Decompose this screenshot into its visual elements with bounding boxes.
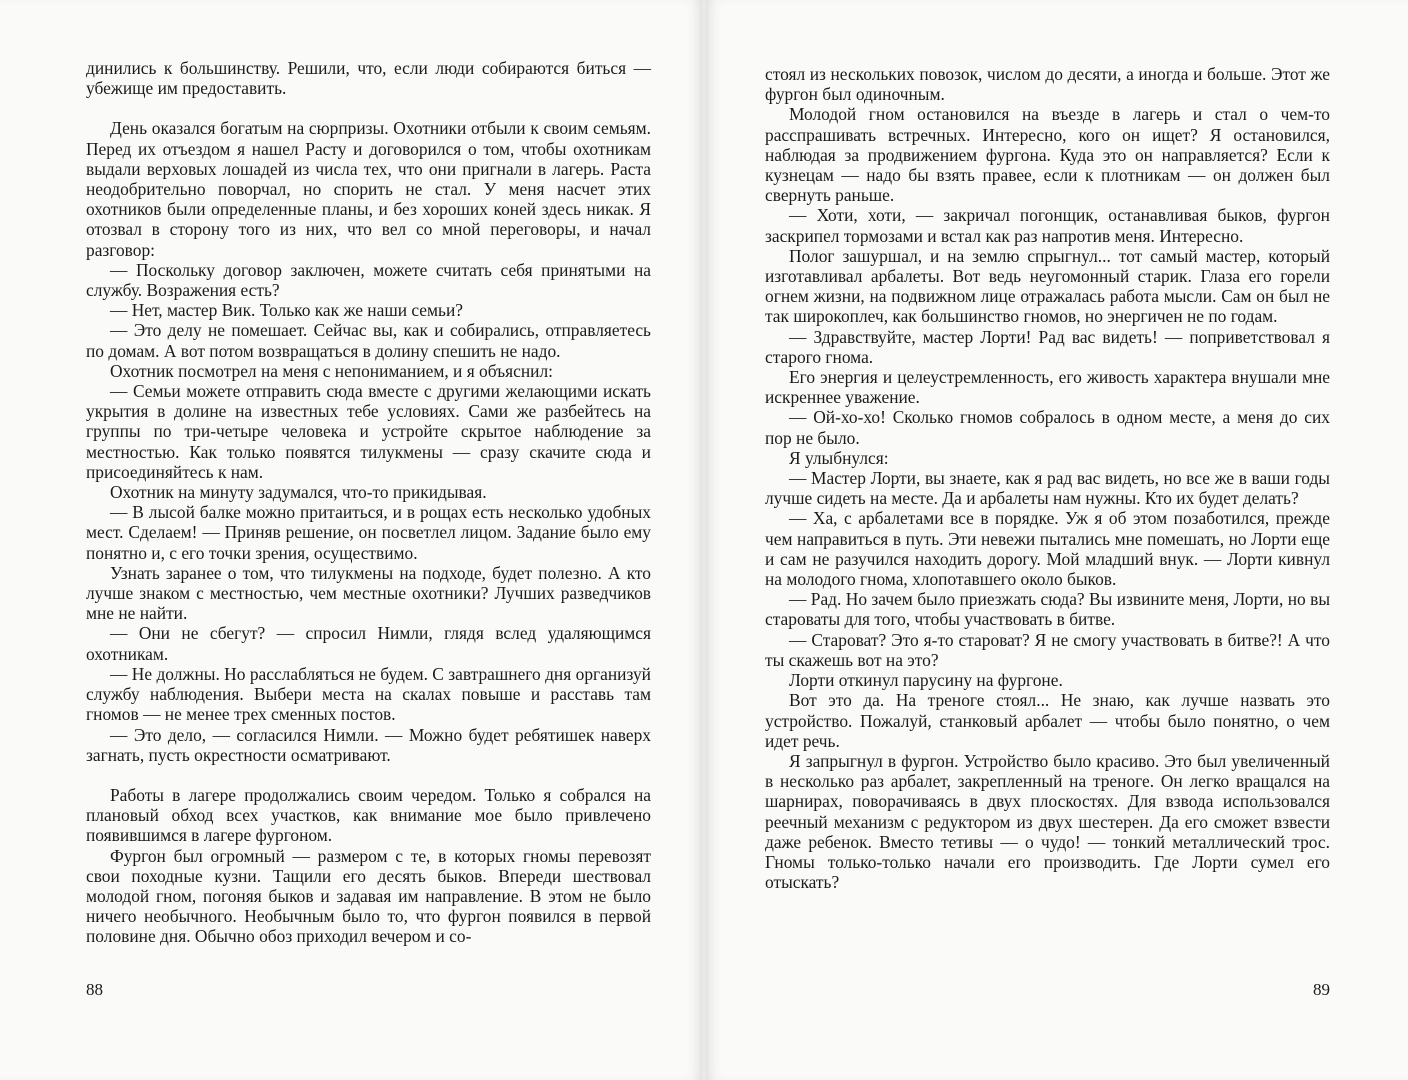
paragraph: — Поскольку договор заключен, можете считать себя принятыми на службу. Возражения есть? — [86, 259, 651, 301]
paragraph: — Рад. Но зачем было приезжать сюда? Вы извините меня, Лорти, но вы староваты для того, чтобы участвовать в битве. — [765, 589, 1330, 630]
paragraph: стоял из нескольких повозок, числом до десяти, а иногда и больше. Этот же фургон был одиночным. — [765, 64, 1330, 105]
left-page — [0, 0, 702, 1080]
paragraph: — Семьи можете отправить сюда вместе с другими желающими искать укрытия в долине на известных тебе условиях. Сами же разбейтесь на группы по три-четыре человека и устройте скрытое наблюдение за местностью. Как только появятся тилукмены — сразу скачите сюда и присоединяйтесь к нам. — [86, 381, 651, 482]
paragraph: — Мастер Лорти, вы знаете, как я рад вас видеть, но все же в ваши годы лучше сидеть на месте. Да и арбалеты нам нужны. Кто их будет делать? — [765, 468, 1330, 509]
paragraph: Охотник посмотрел на меня с непониманием, и я объяснил: — [110, 360, 553, 381]
paragraph: — Ой-хо-хо! Сколько гномов собралось в одном месте, а меня до сих пор не было. — [765, 407, 1330, 448]
paragraph: — Здравствуйте, мастер Лорти! Рад вас видеть! — поприветствовал я старого гнома. — [765, 326, 1330, 367]
right-page-text — [765, 64, 1330, 892]
paragraph: — Не должны. Но расслабляться не будем. С завтрашнего дня организуй службу наблюдения. Выбери места на скалах повыше и расставь там гномов — не менее трех сменных постов. — [86, 663, 651, 725]
paragraph: — В лысой балке можно притаиться, и в рощах есть несколько удобных мест. Сделаем! — Приняв решение, он посветлел лицом. Задание было ему понятно и, с его точки зрения, осуществимо. — [86, 502, 651, 563]
paragraph: Я улыбнулся: — [789, 447, 889, 468]
paragraph: Охотник на минуту задумался, что-то прикидывая. — [110, 482, 487, 503]
page-number: 88 — [86, 980, 103, 999]
paragraph: Вот это да. На треноге стоял... Не знаю, как лучше назвать это устройство. Пожалуй, станковый арбалет — чтобы было понятно, о чем идет речь. — [765, 690, 1330, 751]
paragraph: День оказался богатым на сюрпризы. Охотники отбыли к своим семьям. Перед их отъездом я нашел Расту и договорился о том, чтобы охотникам выдали верховых лошадей из числа тех, что они пригнали в лагерь. Раста неодобрительно поворчал, но спорить не стал. У меня насчет этих охотников были определенные планы, и без хороших коней здесь никак. Я отозвал в сторону того из них, что вел со мной переговоры, и начал разговор: — [86, 118, 651, 260]
paragraph: — Староват? Это я-то староват? Я не смогу участвовать в битве?! А что ты скажешь вот на это? — [765, 629, 1330, 670]
paragraph: Его энергия и целеустремленность, его живость характера внушали мне искреннее уважение. — [765, 367, 1330, 408]
paragraph: — Они не сбегут? — спросил Нимли, глядя вслед удаляющимся охотникам. — [86, 623, 651, 664]
right-page — [706, 0, 1408, 1080]
paragraph: — Хоти, хоти, — закричал погонщик, останавливая быков, фургон заскрипел тормозами и встал как раз напротив меня. Интересно. — [765, 205, 1330, 246]
paragraph: динились к большинству. Решили, что, если люди собираются биться — убежище им предоставить. — [86, 58, 651, 99]
paragraph: Лорти откинул парусину на фургоне. — [789, 670, 1063, 691]
paragraph: Я запрыгнул в фургон. Устройство было красиво. Это был увеличенный в несколько раз арбалет, закрепленный на треноге. Он легко вращался на шарнирах, поворачиваясь в двух плоскостях. Для взвода использовался реечный механизм с редуктором из двух шестерен. Да его сможет взвести даже ребенок. Вместо тетивы — о чудо! — тонкий металлический трос. Гномы только-только начали его производить. Где Лорти сумел его отыскать? — [765, 750, 1330, 893]
paragraph: Полог зашуршал, и на землю спрыгнул... тот самый мастер, который изготавливал арбалеты. Вот ведь неугомонный старик. Глаза его горели огнем жизни, на подвижном лице отражалась работа мысли. Сам он был не так широкоплеч, как большинство гномов, но энергичен не по годам. — [765, 245, 1330, 327]
page-number: 89 — [1313, 980, 1330, 999]
paragraph: Работы в лагере продолжались своим чередом. Только я собрался на плановый обход всех участков, как внимание мое было привлечено появившимся в лагере фургоном. — [86, 784, 651, 846]
paragraph: — Ха, с арбалетами все в порядке. Уж я об этом позаботился, прежде чем направиться в путь. Эти невежи пытались мне помешать, но Лорти еще и сам не разучился находить дорогу. Мой младший внук. — Лорти кивнул на молодого гнома, хлопотавшего около быков. — [765, 508, 1330, 590]
paragraph: Узнать заранее о том, что тилукмены на подходе, будет полезно. А кто лучше знаком с местностью, чем местные охотники? Лучших разведчиков мне не найти. — [86, 562, 651, 624]
paragraph: — Это дело, — согласился Нимли. — Можно будет ребятишек наверх загнать, пусть окрестности осматривают. — [86, 724, 651, 765]
paragraph: Фургон был огромный — размером с те, в которых гномы перевозят свои походные кузни. Тащили его десять быков. Впереди шествовал молодой гном, погоняя быков и задавая им направление. В этом не было ничего необычного. Необычным было то, что фургон появился в первой половине дня. Обычно обоз приходил вечером и со- — [86, 845, 651, 947]
left-page-text — [86, 58, 651, 947]
paragraph: — Нет, мастер Вик. Только как же наши семьи? — [110, 300, 463, 321]
paragraph: — Это делу не помешает. Сейчас вы, как и собирались, отправляетесь по домам. А вот потом возвращаться в долину спешить не надо. — [86, 320, 651, 361]
paragraph: Молодой гном остановился на въезде в лагерь и стал о чем-то расспрашивать встречных. Интересно, кого он ищет? Я остановился, наблюдая за продвижением фургона. Куда это он направляется? Если к кузнецам — надо бы взять правее, если к плотникам — он должен был свернуть раньше. — [765, 104, 1330, 206]
